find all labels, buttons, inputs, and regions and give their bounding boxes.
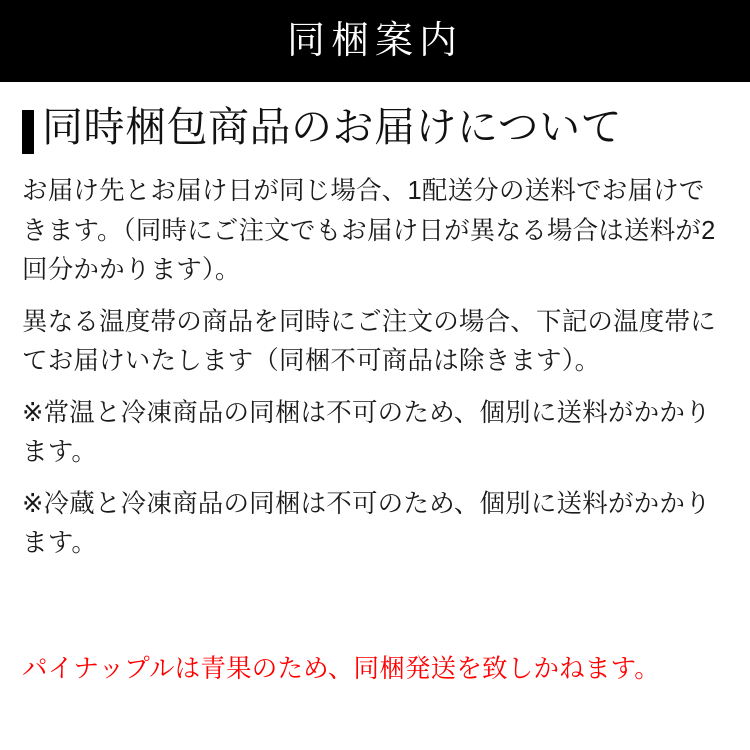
paragraph-shipping-same-date: お届け先とお届け日が同じ場合、1配送分の送料でお届けできます。（同時にご注文でもお届け日が異なる場合は送料が2回分かかります）。 xyxy=(22,177,716,285)
section-heading-text: 同時梱包商品のお届けについて xyxy=(42,104,623,150)
section-heading xyxy=(22,104,728,154)
paragraph-room-frozen-note: ※常温と冷凍商品の同梱は不可のため、個別に送料がかかります。 xyxy=(22,398,711,467)
paragraph-chilled-frozen-note: ※冷蔵と冷凍商品の同梱は不可のため、個別に送料がかかります。 xyxy=(22,489,711,558)
heading-accent-bar xyxy=(22,110,34,154)
paragraph-temperature-zone: 異なる温度帯の商品を同時にご注文の場合、下記の温度帯にてお届けいたします（同梱不可商品は除きます）。 xyxy=(22,307,716,376)
header-banner xyxy=(0,0,750,82)
pineapple-notice: パイナップルは青果のため、同梱発送を致しかねます。 xyxy=(22,655,660,683)
page-title: 同梱案内 xyxy=(286,20,463,62)
content-area xyxy=(0,82,750,564)
